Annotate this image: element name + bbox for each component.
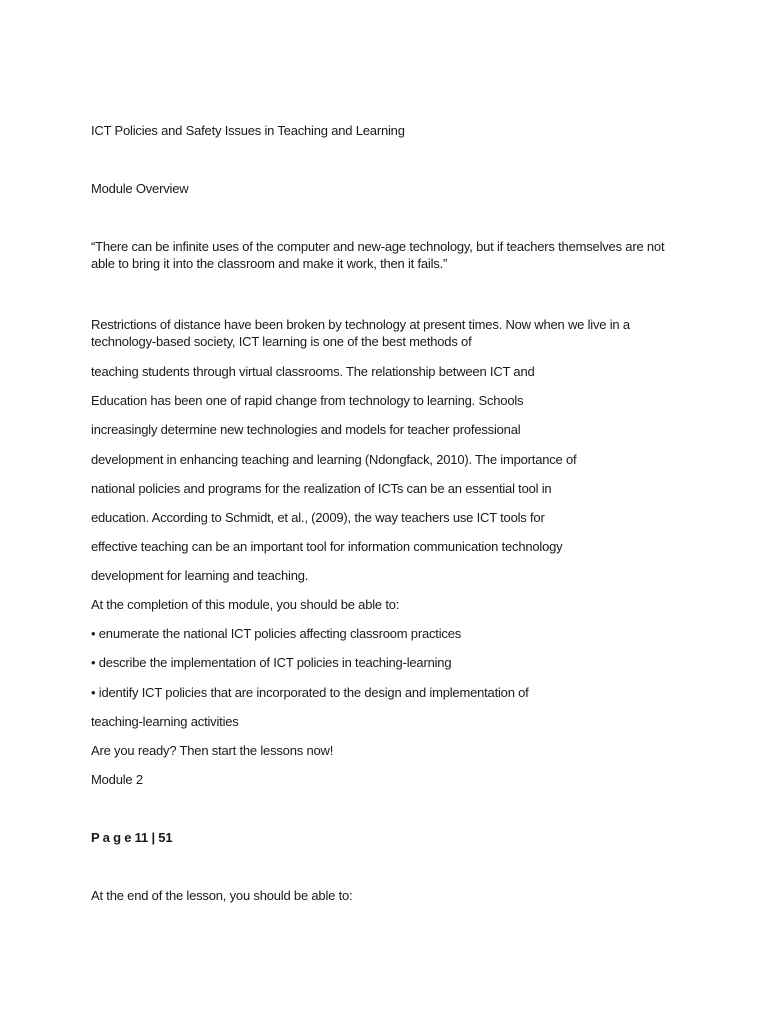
section-heading: Module Overview [91, 181, 189, 196]
module-label: Module 2 [91, 772, 143, 787]
page-footer-text: P a g e 11 | 51 [91, 830, 173, 845]
paragraph-line: education. According to Schmidt, et al., (2009), the way teachers use ICT tools for [91, 510, 545, 525]
objectives-intro: At the completion of this module, you should be able to: [91, 597, 400, 612]
paragraph-line: national policies and programs for the realization of ICTs can be an essential tool in [91, 481, 552, 496]
page-footer [91, 829, 172, 846]
paragraph-line: effective teaching can be an important tool for information communication technology [91, 539, 563, 554]
objective-continuation: teaching-learning activities [91, 714, 239, 729]
ready-text: Are you ready? Then start the lessons now! [91, 743, 334, 758]
quote-paragraph: “There can be infinite uses of the computer and new-age technology, but if teachers themselves are not able to bring it into the classroom and make it work, then it fails.” [91, 239, 665, 271]
paragraph-line: development for learning and teaching. [91, 568, 309, 583]
paragraph-line: development in enhancing teaching and learning (Ndongfack, 2010). The importance of [91, 452, 577, 467]
paragraph-first-lines: Restrictions of distance have been broken by technology at present times. Now when we live in a technology-based society, ICT learning is one of the best methods of [91, 317, 630, 349]
lesson-intro: At the end of the lesson, you should be able to: [91, 888, 353, 903]
paragraph-line: increasingly determine new technologies and models for teacher professional [91, 422, 521, 437]
objective-item: • enumerate the national ICT policies affecting classroom practices [91, 626, 462, 641]
document-title: ICT Policies and Safety Issues in Teaching and Learning [91, 123, 405, 138]
objective-item: • describe the implementation of ICT policies in teaching-learning [91, 655, 452, 670]
paragraph-line: Education has been one of rapid change from technology to learning. Schools [91, 393, 524, 408]
objective-item: • identify ICT policies that are incorporated to the design and implementation of [91, 685, 529, 700]
paragraph-line: teaching students through virtual classrooms. The relationship between ICT and [91, 364, 535, 379]
